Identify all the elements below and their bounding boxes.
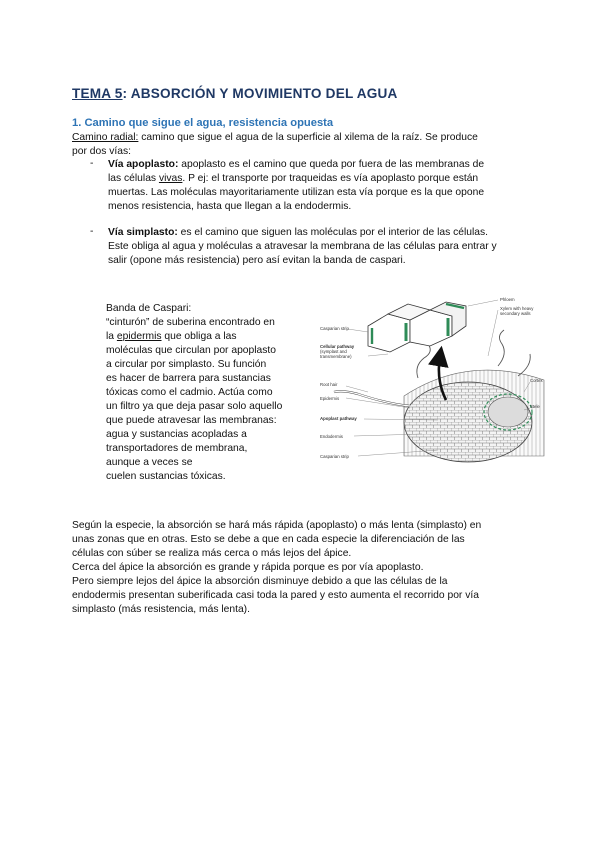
- label-epidermis: Epidermis: [320, 396, 340, 401]
- radial-paragraph: [72, 131, 532, 159]
- simplasto-term: Vía simplasto:: [108, 227, 178, 238]
- para-line: Cerca del ápice la absorción es grande y rápida porque es por vía apoplasto.: [72, 562, 424, 573]
- apoplasto-line2b: . P ej: el transporte por traqueidas es vía apoplasto porque están: [182, 173, 479, 184]
- title-rest: : ABSORCIÓN Y MOVIMIENTO DEL AGUA: [122, 86, 398, 101]
- apoplasto-line4: menos resistencia, hasta que llegan a la endodermis.: [108, 201, 352, 212]
- caspari-line: Banda de Caspari:: [106, 303, 192, 314]
- radial-line2: por dos vías:: [72, 146, 131, 157]
- para-line: endodermis presentan suberificada casi toda la pared y esto aumenta el recorrido por vía: [72, 590, 479, 601]
- apoplasto-line1: apoplasto es el camino que queda por fuera de las membranas de: [178, 159, 485, 170]
- label-root-hair: Root hair: [320, 382, 338, 387]
- para-line: unas zonas que en otras. Esto se debe a que en cada especie la diferenciación de las: [72, 534, 465, 545]
- label-stele: Stele: [530, 404, 540, 409]
- caspari-l3a: la: [106, 331, 117, 342]
- label-casparian: Casparian strip: [320, 454, 349, 459]
- label-cellular-pathway: Cellular pathway: [320, 344, 355, 349]
- caspari-line: tóxicas como el cadmio. Actúa como: [106, 387, 273, 398]
- apoplasto-line2a: las células: [108, 173, 159, 184]
- apoplasto-vivas: vivas: [158, 173, 183, 184]
- label-apoplast: Apoplast pathway: [320, 416, 357, 421]
- caspari-line: cuelen sustancias tóxicas.: [106, 471, 226, 482]
- bullet-simplasto: [108, 226, 528, 268]
- closing-paragraph: [72, 519, 532, 617]
- title-prefix: TEMA 5: [72, 86, 123, 101]
- section-heading: 1. Camino que sigue el agua, resistencia opuesta: [72, 117, 334, 129]
- caspari-line: agua y sustancias acopladas a: [106, 429, 247, 440]
- label-endodermis: Endodermis: [320, 434, 343, 439]
- simplasto-line2: Este obliga al agua y moléculas a atravesar la membrana de las células para entrar y: [108, 241, 497, 252]
- apoplasto-line3: muertas. Las moléculas mayoritariamente utilizan esta vía porque es la que opone: [108, 187, 485, 198]
- caspari-line: a circular por simplasto. Su función: [106, 359, 267, 370]
- label-symplast: (symplast and: [320, 349, 347, 354]
- simplasto-line1: es el camino que siguen las moléculas por el interior de las células.: [177, 227, 489, 238]
- caspari-line: que puede atravesar las membranas:: [106, 415, 277, 426]
- radial-label: Camino radial:: [72, 132, 139, 143]
- simplasto-line3: salir (opone más resistencia) pero así evitan la banda de caspari.: [108, 255, 406, 266]
- para-line: simplasto (más resistencia, más lenta).: [72, 604, 250, 615]
- caspari-line: un filtro ya que deja pasar solo aquello: [106, 401, 283, 412]
- endodermis-cells: [368, 302, 466, 352]
- label-phloem: Phloem: [500, 297, 515, 302]
- caspari-line: es hacer de barrera para sustancias: [106, 373, 271, 384]
- caspari-text: [106, 302, 296, 484]
- label-xylem: Xylem with heavy: [500, 306, 534, 311]
- bullet-apoplasto: [108, 158, 528, 214]
- label-xylem2: secondary walls: [500, 311, 531, 316]
- label-transmembrane: transmembrane): [320, 354, 352, 359]
- bullet-marker: -: [90, 158, 94, 169]
- caspari-line: aunque a veces se: [106, 457, 193, 468]
- para-line: Según la especie, la absorción se hará más rápida (apoplasto) o más lenta (simplasto) en: [72, 520, 482, 531]
- caspari-line: “cinturón” de suberina encontrado en: [106, 317, 275, 328]
- para-line: Pero siempre lejos del ápice la absorción disminuye debido a que las células de la: [72, 576, 448, 587]
- caspari-line: moléculas que circulan por apoplasto: [106, 345, 276, 356]
- radial-line1: camino que sigue el agua de la superficie al xilema de la raíz. Se produce: [138, 132, 478, 143]
- bullet-marker: -: [90, 226, 94, 237]
- root-diagram: [318, 296, 550, 470]
- para-line: células con súber se realiza más cerca o más lejos del ápice.: [72, 548, 352, 559]
- caspari-line: [106, 330, 296, 344]
- page-title: [72, 86, 398, 101]
- label-casparian-top: Casparian strip: [320, 326, 349, 331]
- caspari-line: transportadores de membrana,: [106, 443, 248, 454]
- caspari-l3b: que obliga a las: [161, 331, 237, 342]
- label-cortex: Cortex: [530, 378, 543, 383]
- caspari-epidermis: epidermis: [116, 331, 162, 342]
- apoplasto-term: Vía apoplasto:: [108, 159, 179, 170]
- stele: [488, 397, 528, 427]
